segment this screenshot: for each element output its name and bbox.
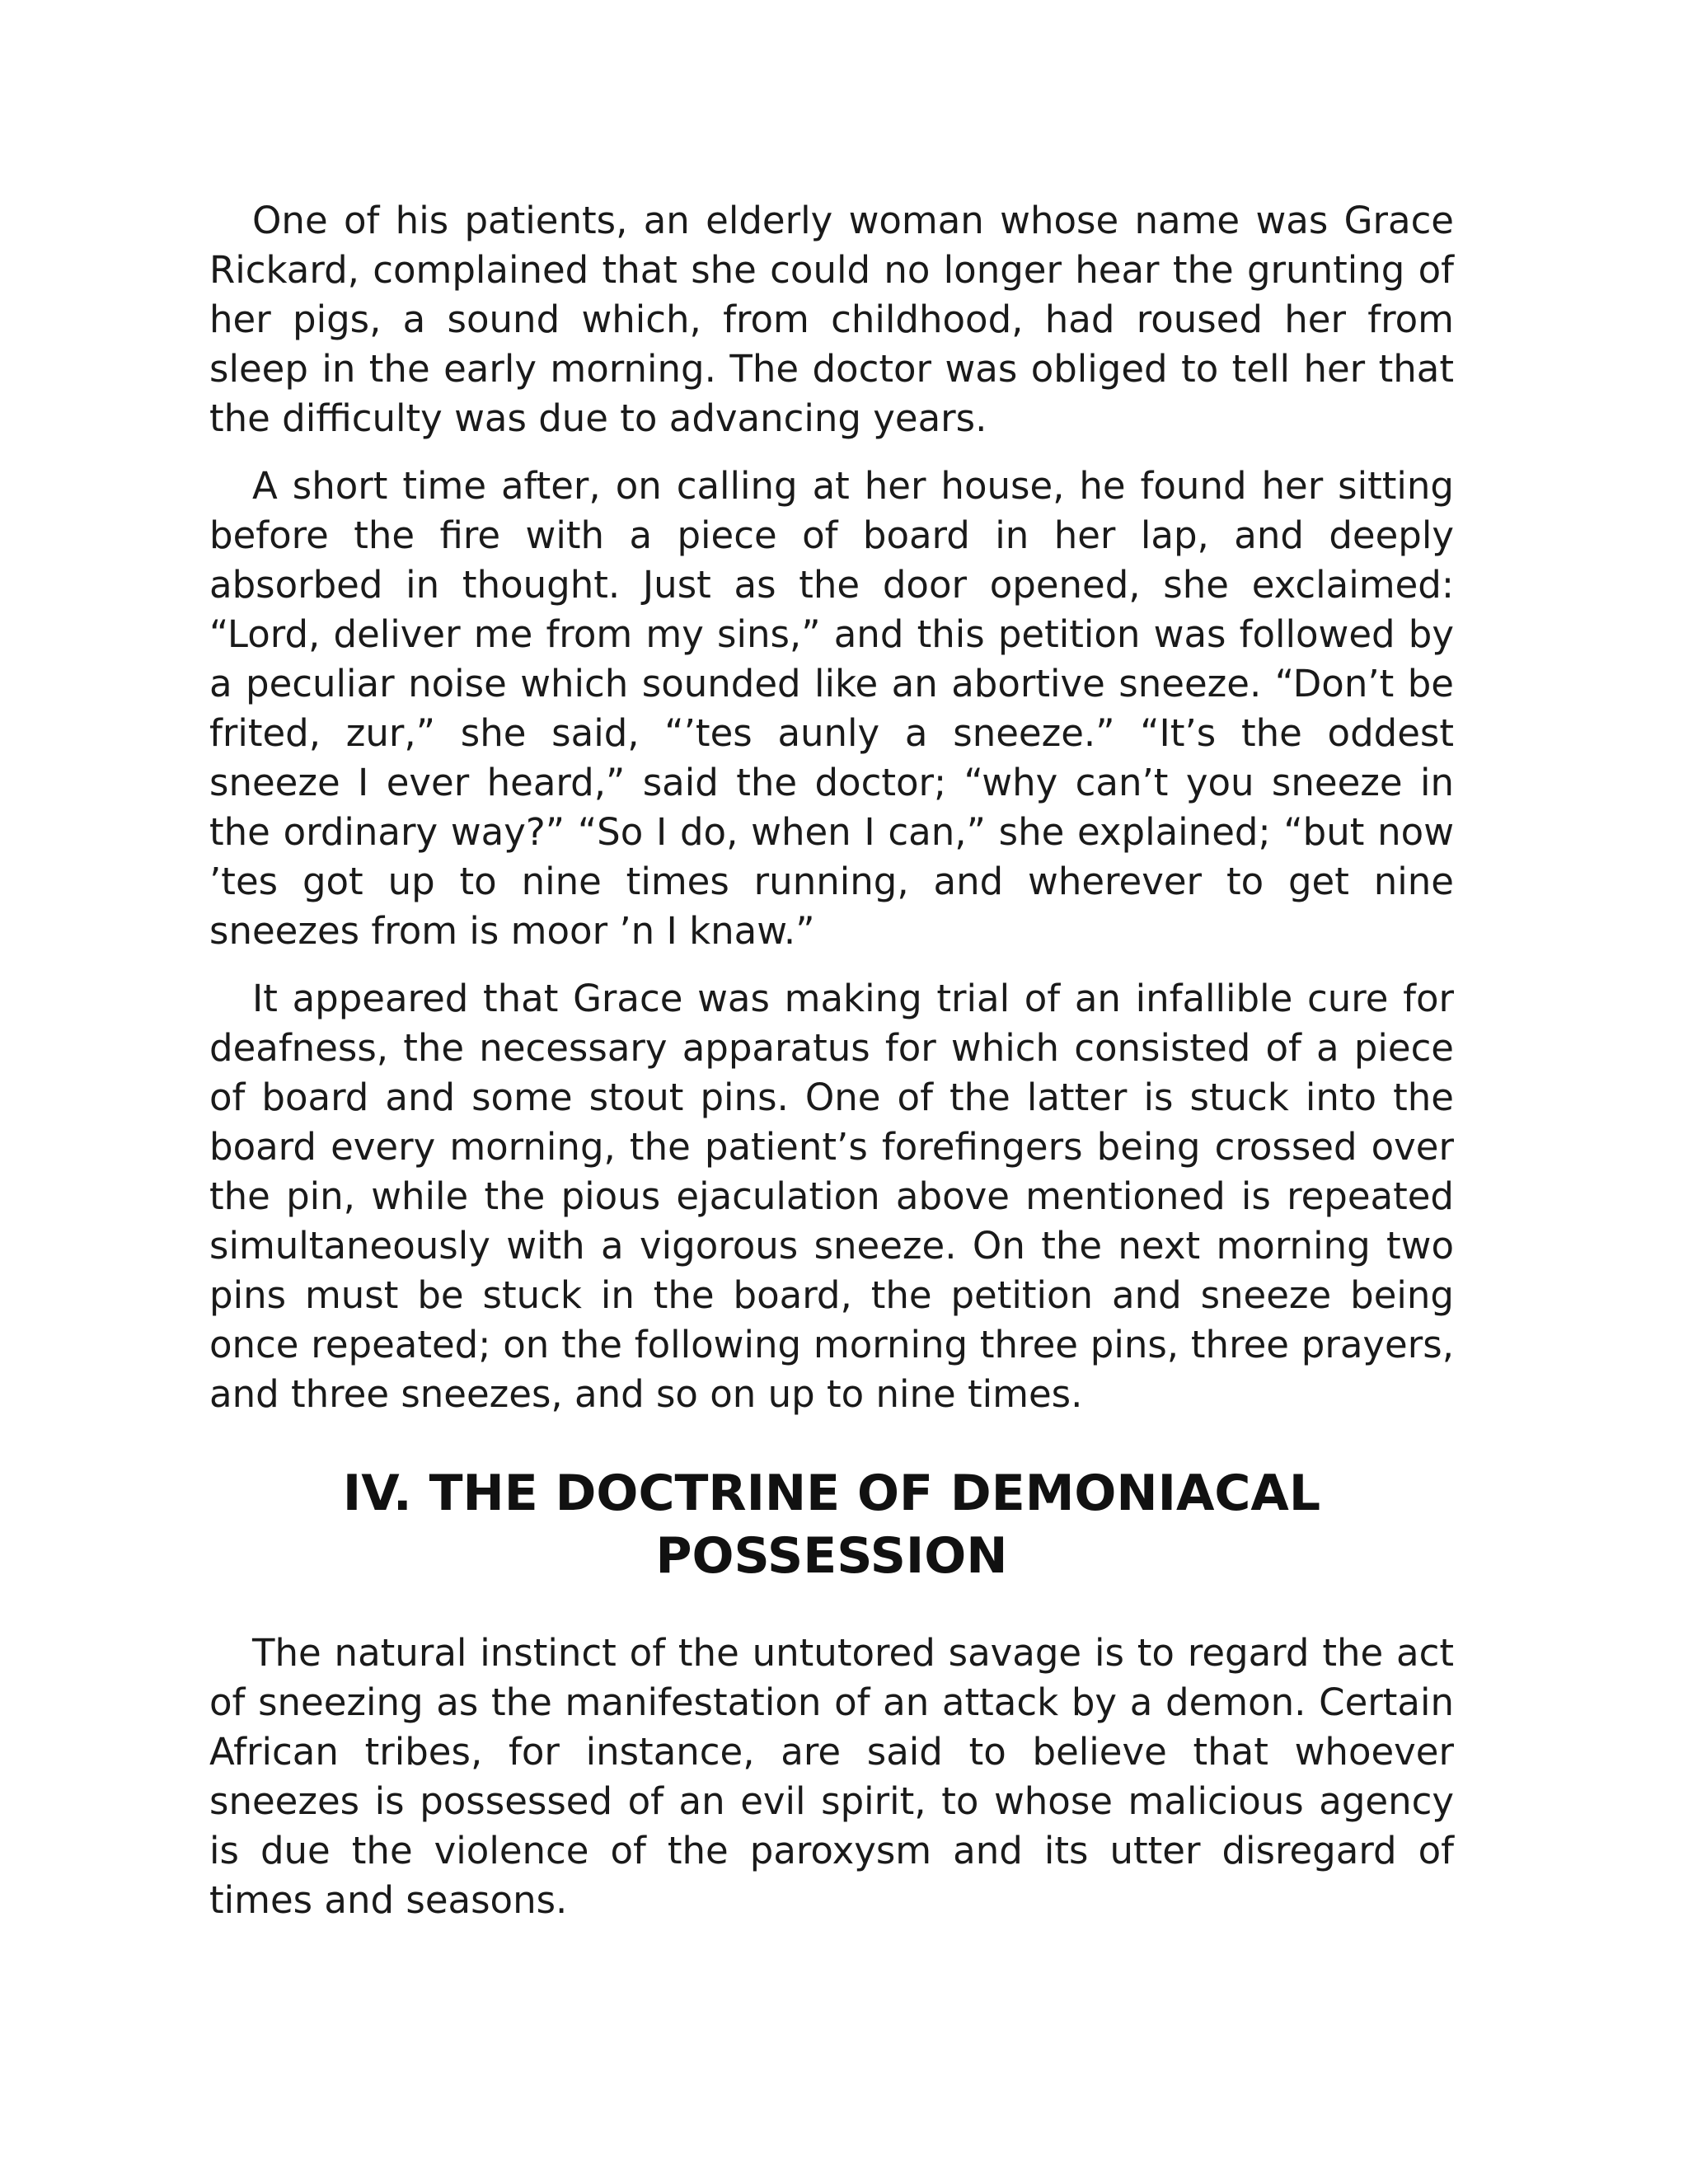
- paragraph-demoniacal-possession: The natural instinct of the untutored savage is to regard the act of sneezing as the manifestation of an attack by a demon. Certain African tribes, for instance, are said to believe that whoever sneezes is possessed of an evil spirit, to whose malicious agency is due the violence of the paroxysm and its utter disregard of times and seasons.: [209, 1631, 1454, 1922]
- chapter-heading: IV. THE DOCTRINE OF DEMONIACAL POSSESSION: [342, 1465, 1321, 1585]
- paragraph-grace-rickard: One of his patients, an elderly woman whose name was Grace Rickard, complained that she could no longer hear the grunting of her pigs, a sound which, from childhood, had roused her from sleep in the early morning. The doctor was obliged to tell her that the difficulty was due to advancing years.: [209, 199, 1454, 440]
- book-page: [209, 196, 1454, 1943]
- paragraph-deafness-cure: It appeared that Grace was making trial of an infallible cure for deafness, the necessary apparatus for which consisted of a piece of board and some stout pins. One of the latter is stuck into the board every morning, the patient’s forefingers being crossed over the pin, while the pious ejaculation above mentioned is repeated simultaneously with a vigorous sneeze. On the next morning two pins must be stuck in the board, the petition and sneeze being once repeated; on the following morning three pins, three prayers, and three sneezes, and so on up to nine times.: [209, 977, 1454, 1416]
- paragraph-doctor-visit: A short time after, on calling at her house, he found her sitting before the fire with a piece of board in her lap, and deeply absorbed in thought. Just as the door opened, she exclaimed: “Lord, deliver me from my sins,” and this petition was followed by a peculiar noise which sounded like an abortive sneeze. “Don’t be frited, zur,” she said, “’tes aunly a sneeze.” “It’s the oddest sneeze I ever heard,” said the doctor; “why can’t you sneeze in the ordinary way?” “So I do, when I can,” she explained; “but now ’tes got up to nine times running, and wherever to get nine sneezes from is moor ’n I knaw.”: [209, 464, 1454, 953]
